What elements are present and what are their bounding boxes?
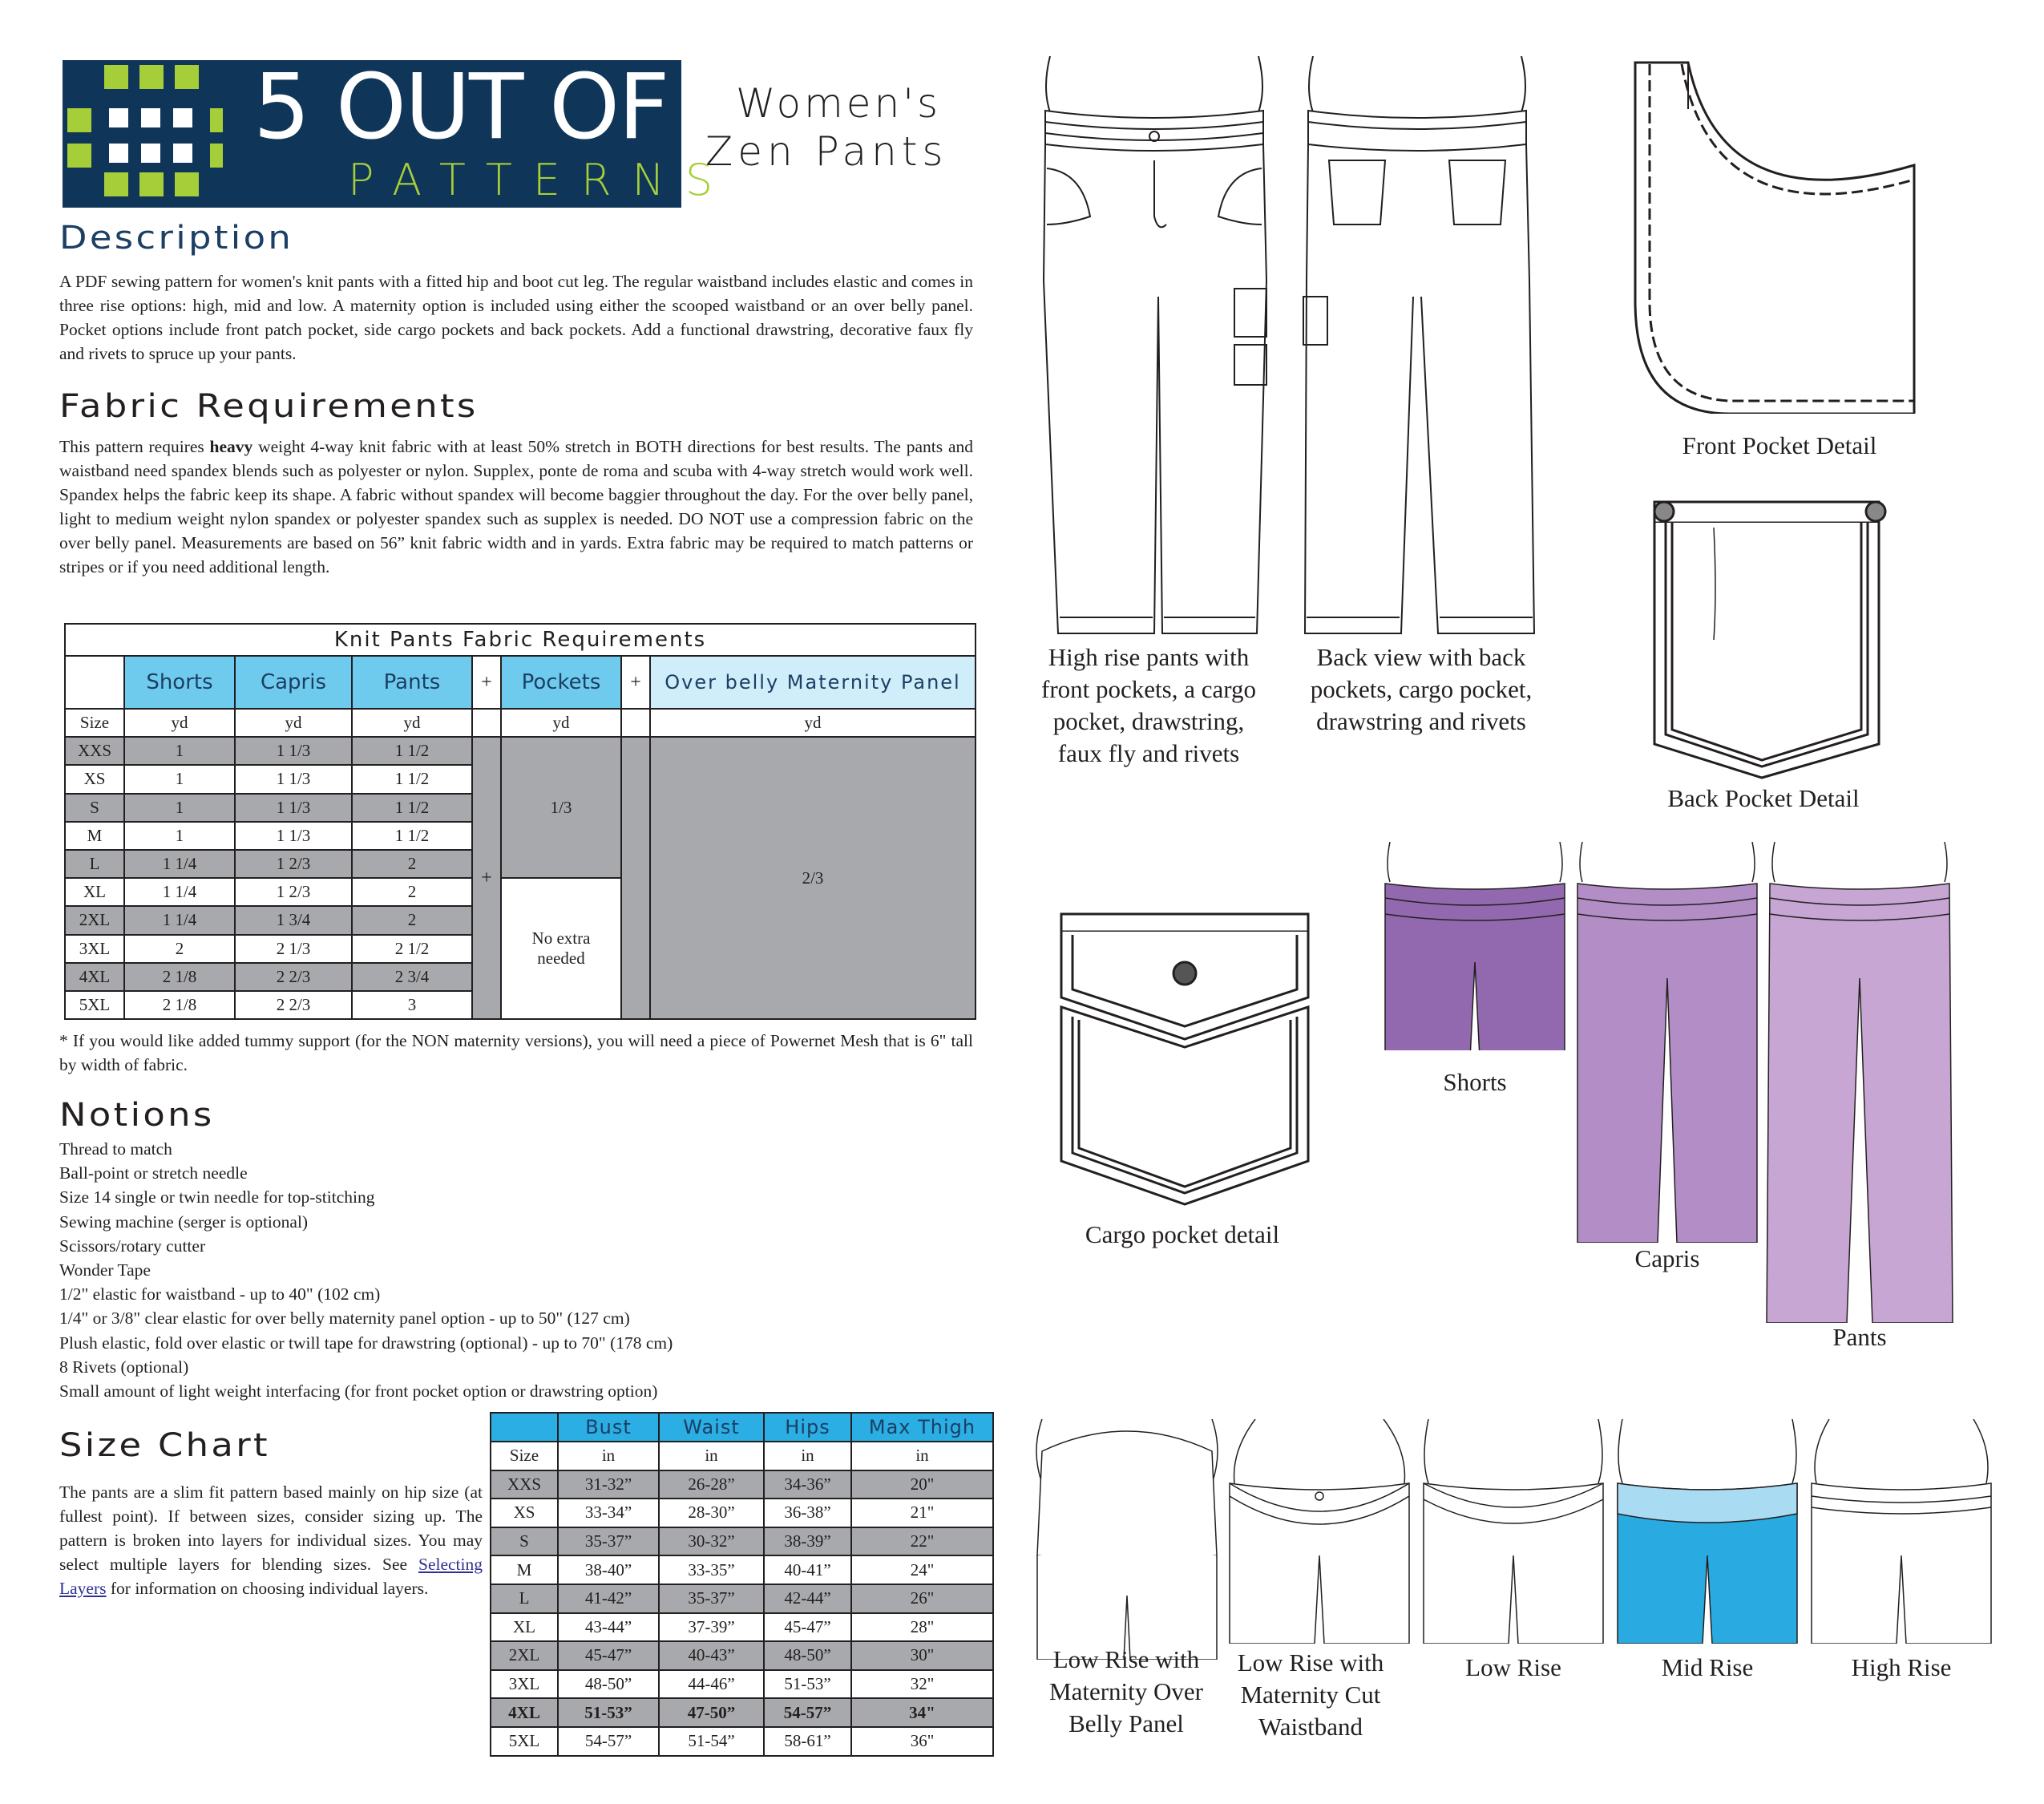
shorts-caption: Shorts [1443, 1068, 1507, 1096]
shorts-illustration [1379, 842, 1571, 1050]
cargo-pocket-illustration [1058, 911, 1315, 1207]
description-heading: Description [59, 220, 294, 257]
fabric-requirements-table: Knit Pants Fabric Requirements Shorts Capris Pants + Pockets + Over belly Maternity Panel Size yd yd yd yd yd XXS 1 1 1/3 1 1/2 + 1/3 2/3 XS 1 1 1/3 1 1/2 S 1 1 1/3 1 1/2 M 1 1 1/3 1 1/2 L 1 1/4 1 2/3 2 XL 1 1/4 1 2/3 2 No extra needed 2XL 1 1/4 1 3/4 2 3XL 2 2 1/3 2 1/2 4XL 2 1/8 2 2/3 2 3/4 5XL 2 1/8 2 2/3 3 [64, 623, 976, 1020]
table-row: XL 43-44” 37-39” 45-47” 28" [491, 1613, 993, 1642]
list-item: Ball-point or stretch needle [59, 1163, 248, 1183]
table-row: S 1 1 1/3 1 1/2 [65, 794, 976, 822]
table-row: XS 1 1 1/3 1 1/2 [65, 765, 976, 793]
capris-illustration [1571, 842, 1763, 1243]
mid-rise-caption: Mid Rise [1661, 1653, 1754, 1681]
plus-sign: + [621, 656, 650, 709]
low-rise-shorts-illustration [1417, 1419, 1610, 1644]
selecting-layers-link[interactable]: Selecting Layers [59, 1555, 483, 1598]
fabric-footnote: * If you would like added tummy support (for the NON maternity versions), you will need a piece of Powernet Mesh that is 6" tall by width of fabric. [59, 1031, 973, 1074]
col-thigh: Max Thigh [851, 1413, 993, 1442]
col-panel: Over belly Maternity Panel [650, 656, 976, 709]
col-pants: Pants [352, 656, 472, 709]
title-line-1: Women's [736, 80, 942, 127]
front-view-pants-illustration [1034, 56, 1274, 649]
list-item: Plush elastic, fold over elastic or twill tape for drawstring (optional) - up to 70" (178 cm) [59, 1333, 673, 1353]
panel-value: 2/3 [650, 737, 976, 1019]
pants-illustration [1763, 842, 1956, 1323]
back-pocket-caption: Back Pocket Detail [1667, 784, 1860, 812]
list-item: Thread to match [59, 1139, 172, 1159]
high-rise-shorts-illustration [1805, 1419, 1998, 1644]
table-row: 2XL 45-47” 40-43” 48-50” 30" [491, 1641, 993, 1670]
table-row: S 35-37” 30-32” 38-39” 22" [491, 1527, 993, 1556]
logo-text-sub: PATTERNS [348, 155, 734, 205]
notions-list [59, 1137, 673, 1403]
high-rise-caption: High Rise [1851, 1653, 1952, 1681]
table-row: M 38-40” 33-35” 40-41” 24" [491, 1555, 993, 1584]
back-view-pants-illustration [1297, 56, 1537, 649]
size-chart-table: Bust Waist Hips Max Thigh Size in in in in XXS 31-32” 26-28” 34-36” 20" XS 33-34” 28-30” 36-38” 21" S 35-37” 30-32” 38-39” 22" M 38-40” 33-35” 40-41” 24" L 41-42” 35-37” 42-44” 26" XL 43-44” 37-39” 45-47” 28" 2XL 45-47” 40-43” 48-50” 30" 3XL 48-50” 44-46” 51-53” 32" 4XL 51-53” 47-50” 54-57” 34" 5XL 54-57” 51-54” 58-61” 36" [490, 1412, 994, 1757]
list-item: Sewing machine (serger is optional) [59, 1211, 309, 1232]
col-bust: Bust [558, 1413, 659, 1442]
list-item: 1/4" or 3/8" clear elastic for over belly maternity panel option - up to 50" (127 cm) [59, 1309, 630, 1329]
plus-sign: + [472, 656, 501, 709]
col-waist: Waist [659, 1413, 764, 1442]
list-item: Small amount of light weight interfacing (for front pocket option or drawstring option) [59, 1381, 658, 1402]
fabric-heading: Fabric Requirements [59, 388, 479, 425]
table-row: XS 33-34” 28-30” 36-38” 21" [491, 1499, 993, 1527]
logo [63, 55, 751, 208]
col-pockets: Pockets [501, 656, 621, 709]
table-row: 3XL 2 2 1/3 2 1/2 [65, 935, 976, 963]
notions-heading: Notions [59, 1097, 215, 1134]
plus-sign: + [472, 737, 501, 1019]
low-rise-caption: Low Rise [1465, 1653, 1561, 1681]
list-item: 1/2" elastic for waistband - up to 40" (102 cm) [59, 1284, 381, 1304]
description-text: A PDF sewing pattern for women's knit pants with a fitted hip and boot cut leg. The regular waistband includes elastic and comes in three rise options: high, mid and low. A maternity option is included using either the scooped waistband or an over belly panel. Pocket options include front patch pocket, side cargo pockets and back pockets. Add a functional drawstring, decorative faux fly and rivets to spruce up your pants. [59, 272, 973, 363]
list-item: Scissors/rotary cutter [59, 1236, 206, 1256]
list-item: Wonder Tape [59, 1260, 151, 1280]
col-hips: Hips [764, 1413, 851, 1442]
table-row: 4XL 51-53” 47-50” 54-57” 34" [491, 1698, 993, 1727]
front-view-caption: High rise pants with front pockets, a cargo pocket, drawstring, faux fly and rivets [1041, 643, 1256, 767]
table-row: L 1 1/4 1 2/3 2 [65, 850, 976, 878]
list-item: 8 Rivets (optional) [59, 1357, 189, 1377]
table-row: M 1 1 1/3 1 1/2 [65, 822, 976, 850]
table-row: 4XL 2 1/8 2 2/3 2 3/4 [65, 963, 976, 991]
back-pocket-illustration [1650, 495, 1890, 784]
size-label: Size [65, 709, 124, 737]
table-row: XXS 31-32” 26-28” 34-36” 20" [491, 1470, 993, 1499]
col-capris: Capris [235, 656, 352, 709]
table-row: 5XL 54-57” 51-54” 58-61” 36" [491, 1727, 993, 1756]
table-row: 5XL 2 1/8 2 2/3 3 [65, 991, 976, 1019]
table-row: 3XL 48-50” 44-46” 51-53” 32" [491, 1670, 993, 1699]
table-row: XXS 1 1 1/3 1 1/2 + 1/3 2/3 [65, 737, 976, 765]
low-rise-cut-caption: Low Rise with Maternity Cut Waistband [1237, 1648, 1384, 1741]
table-row: XL 1 1/4 1 2/3 2 No extra needed [65, 878, 976, 906]
pockets-value-bottom: No extra needed [501, 878, 621, 1019]
size-chart-heading: Size Chart [59, 1427, 270, 1464]
table-row: L 41-42” 35-37” 42-44” 26" [491, 1584, 993, 1613]
list-item: Size 14 single or twin needle for top-stitching [59, 1187, 375, 1207]
low-rise-cut-shorts-illustration [1223, 1419, 1416, 1644]
fabric-table-title: Knit Pants Fabric Requirements [65, 624, 976, 656]
cargo-pocket-caption: Cargo pocket detail [1085, 1220, 1280, 1248]
low-rise-panel-shorts-illustration [1031, 1419, 1223, 1660]
pockets-value-top: 1/3 [501, 737, 621, 878]
mid-rise-shorts-illustration [1611, 1419, 1804, 1644]
logo-text-main: 5 OUT OF 4 [253, 55, 751, 160]
size-chart-text: The pants are a slim fit pattern based mainly on hip size (at fullest point). If between sizes, consider sizing up. The pattern is broken into layers for individual sizes. You may select multiple layers for blending sizes. See Selecting Layers for information on choosing individual layers. [59, 1482, 483, 1598]
col-shorts: Shorts [124, 656, 235, 709]
pants-caption: Pants [1832, 1323, 1887, 1351]
logo-grid-icon [63, 60, 223, 208]
low-rise-panel-caption: Low Rise with Maternity Over Belly Panel [1049, 1645, 1203, 1737]
capris-caption: Capris [1634, 1244, 1700, 1272]
title-line-2: Zen Pants [705, 128, 948, 175]
front-pocket-illustration [1634, 61, 1922, 414]
fabric-text: This pattern requires heavy weight 4-way knit fabric with at least 50% stretch in BOTH directions for best results. The pants and waistband need spandex blends such as polyester or nylon. Supplex, ponte de roma and scuba with 4-way stretch would work well. Spandex helps the fabric keep its shape. A fabric without spandex will become baggier throughout the day. For the over belly panel, light to medium weight nylon spandex or polyester spandex such as supplex is needed. DO NOT use a compression fabric on the over belly panel. Measurements are based on 56” knit fabric width and in yards. Extra fabric may be required to match patterns or stripes or if you need additional length. [59, 437, 973, 576]
front-pocket-caption: Front Pocket Detail [1682, 431, 1877, 459]
table-row: 2XL 1 1/4 1 3/4 2 [65, 906, 976, 934]
back-view-caption: Back view with back pockets, cargo pocket, drawstring and rivets [1310, 643, 1533, 735]
